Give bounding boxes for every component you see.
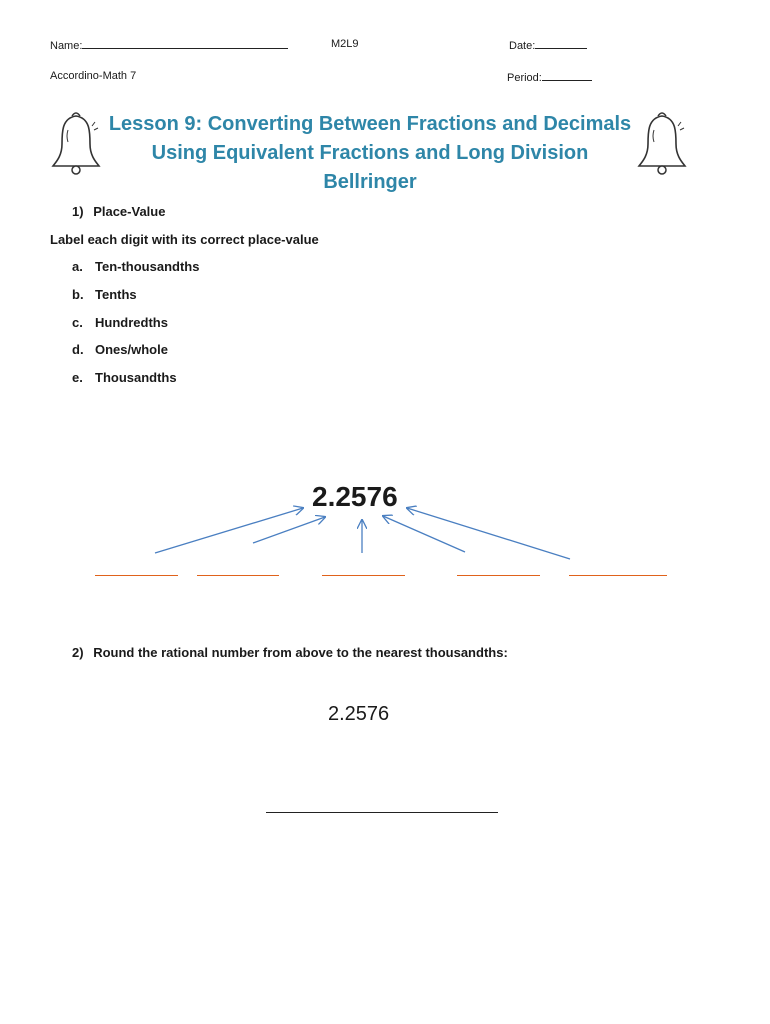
answer-blank-5[interactable] — [569, 575, 667, 576]
question-text: Round the rational number from above to the nearest thousandths: — [93, 645, 508, 660]
arrow-2 — [253, 517, 325, 543]
place-value-number: 2.2576 — [312, 481, 398, 512]
lesson-code: M2L9 — [331, 38, 359, 50]
arrow-5 — [407, 508, 570, 559]
option-text: Ten-thousandths — [95, 259, 200, 274]
option-letter: e. — [72, 370, 83, 385]
question-2 — [72, 645, 508, 660]
question-number: 1) — [72, 204, 84, 219]
period-label: Period: — [507, 72, 542, 84]
option-letter: a. — [72, 259, 83, 274]
option-letter: b. — [72, 287, 84, 302]
title-line-2: Using Equivalent Fractions and Long Division — [151, 142, 589, 164]
date-label: Date: — [509, 40, 536, 52]
rounding-answer-blank[interactable] — [266, 812, 498, 813]
class-label: Accordino-Math 7 — [50, 70, 137, 82]
name-label: Name: — [50, 40, 83, 52]
title-line-1: Lesson 9: Converting Between Fractions and Decimals — [108, 113, 632, 135]
option-letter: c. — [72, 315, 83, 330]
option-text: Thousandths — [95, 370, 177, 385]
arrow-4 — [383, 516, 465, 552]
answer-blank-1[interactable] — [95, 575, 178, 576]
rounding-number: 2.2576 — [328, 703, 390, 725]
option-text: Tenths — [95, 287, 137, 302]
title-line-3: Bellringer — [323, 171, 417, 193]
answer-blank-4[interactable] — [457, 575, 540, 576]
option-letter: d. — [72, 342, 84, 357]
answer-blank-3[interactable] — [322, 575, 405, 576]
question-number: 2) — [72, 645, 84, 660]
option-text: Ones/whole — [95, 342, 168, 357]
question-1-instruction: Label each digit with its correct place-value — [50, 232, 319, 247]
question-heading: Place-Value — [93, 204, 166, 219]
arrow-1 — [155, 508, 303, 553]
answer-blank-2[interactable] — [197, 575, 279, 576]
option-text: Hundredths — [95, 315, 168, 330]
